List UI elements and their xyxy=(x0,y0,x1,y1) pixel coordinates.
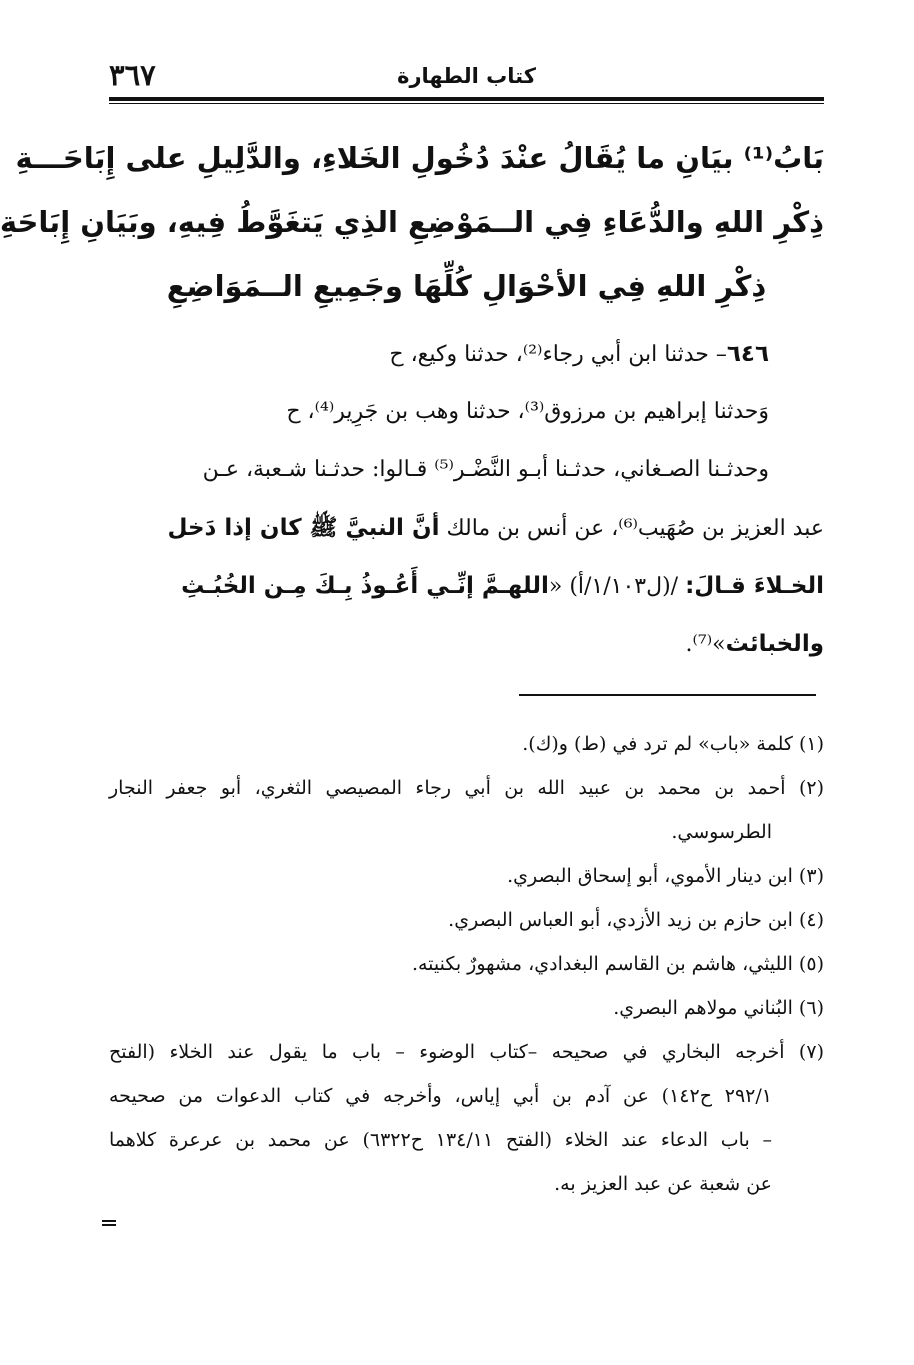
hadith-line-5 xyxy=(109,557,824,615)
running-title: كتاب الطهارة xyxy=(397,64,536,88)
footnote-5: (٥) الليثي، هاشم بن القاسم البغدادي، مشهورٌ بكنيته. xyxy=(411,953,824,975)
footnote-7: (٧) أخرجه البخاري في صحيحه –كتاب الوضوء – باب ما يقول عند الخلاء (الفتح xyxy=(109,1041,824,1063)
page-header xyxy=(109,58,824,98)
hadith-text xyxy=(109,325,824,673)
footnote-1: (١) كلمة «باب» لم ترد في (ط) و(ك). xyxy=(522,733,824,755)
hadith-matn-start: أنَّ النبيَّ ﷺ كان إذا دَخل xyxy=(167,515,440,541)
hadith-line-3: وحدثـنا الصـغاني، حدثـنا أبـو النَّضْـر⁽⁵⁾ قـالوا: حدثـنا شـعبة، عـن xyxy=(202,457,769,482)
footnote-separator xyxy=(519,694,816,696)
header-rule-thin xyxy=(109,103,824,104)
footnote-2: (٢) أحمد بن محمد بن عبيد الله بن أبي رجاء المصيصي الثغري، أبو جعفر النجار xyxy=(109,777,824,799)
hadith-number: ٦٤٦ xyxy=(726,341,769,367)
footnote-4: (٤) ابن حازم بن زيد الأزدي، أبو العباس البصري. xyxy=(448,909,824,931)
footnote-6: (٦) البُناني مولاهم البصري. xyxy=(613,997,824,1019)
hadith-line-5-bold-a: الخـلاءَ قـالَ: xyxy=(685,573,824,599)
hadith-line-2: وَحدثنا إبراهيم بن مرزوق⁽³⁾، حدثنا وهب بن جَرِير⁽⁴⁾، ح xyxy=(286,399,769,424)
chapter-heading-line-3: ذِكْرِ اللهِ فِي الأحْوَالِ كُلِّهَا وجَمِيعِ الــمَوَاضِعِ xyxy=(166,269,767,303)
hadith-line-4 xyxy=(109,499,824,557)
hadith-line-6-bold: والخبائث xyxy=(725,631,824,657)
hadith-line-6-end: »⁽⁷⁾. xyxy=(685,632,726,657)
footnote-7-cont-2: – باب الدعاء عند الخلاء (الفتح ١٣٤/١١ ح٦٣٢٢) عن محمد بن عرعرة كلاهما xyxy=(109,1129,772,1151)
footnotes xyxy=(109,722,824,1206)
hadith-line-1 xyxy=(109,325,824,383)
hadith-line-5-bold-b: اللهـمَّ إنِّـي أَعُـوذُ بِـكَ مِـن الخُبُـثِ xyxy=(181,573,549,599)
footnote-7-cont-3: عن شعبة عن عبد العزيز به. xyxy=(554,1173,772,1195)
footnote-7-cont-1: ٢٩٢/١ ح١٤٢) عن آدم بن أبي إياس، وأخرجه في كتاب الدعوات من صحيحه xyxy=(109,1085,772,1107)
page-number: ٣٦٧ xyxy=(109,58,156,92)
hadith-line-1-text: – حدثنا ابن أبي رجاء⁽²⁾، حدثنا وكيع، ح xyxy=(389,342,727,367)
hadith-line-4-text: عبد العزيز بن صُهَيب⁽⁶⁾، عن أنس بن مالك xyxy=(439,516,824,541)
footnote-2-cont: الطرسوسي. xyxy=(671,821,772,843)
chapter-heading-line-1: بَابُ⁽¹⁾ بيَانِ ما يُقَالُ عنْدَ دُخُولِ الخَلاءِ، والدَّلِيلِ على إِبَاحَـــةِ xyxy=(15,141,824,175)
chapter-heading xyxy=(0,126,824,318)
header-rule-thick xyxy=(109,97,824,101)
footnote-3: (٣) ابن دينار الأموي، أبو إسحاق البصري. xyxy=(507,865,824,887)
hadith-line-6 xyxy=(109,615,824,673)
manuscript-folio-ref: /(ل١/١٠٣/أ) « xyxy=(548,574,686,599)
chapter-heading-line-2: ذِكْرِ اللهِ والدُّعَاءِ فِي الــمَوْضِعِ الذِي يَتغَوَّطُ فِيهِ، وبَيَانِ إِبَاحَةِ xyxy=(0,205,824,239)
continuation-mark xyxy=(102,1220,116,1226)
